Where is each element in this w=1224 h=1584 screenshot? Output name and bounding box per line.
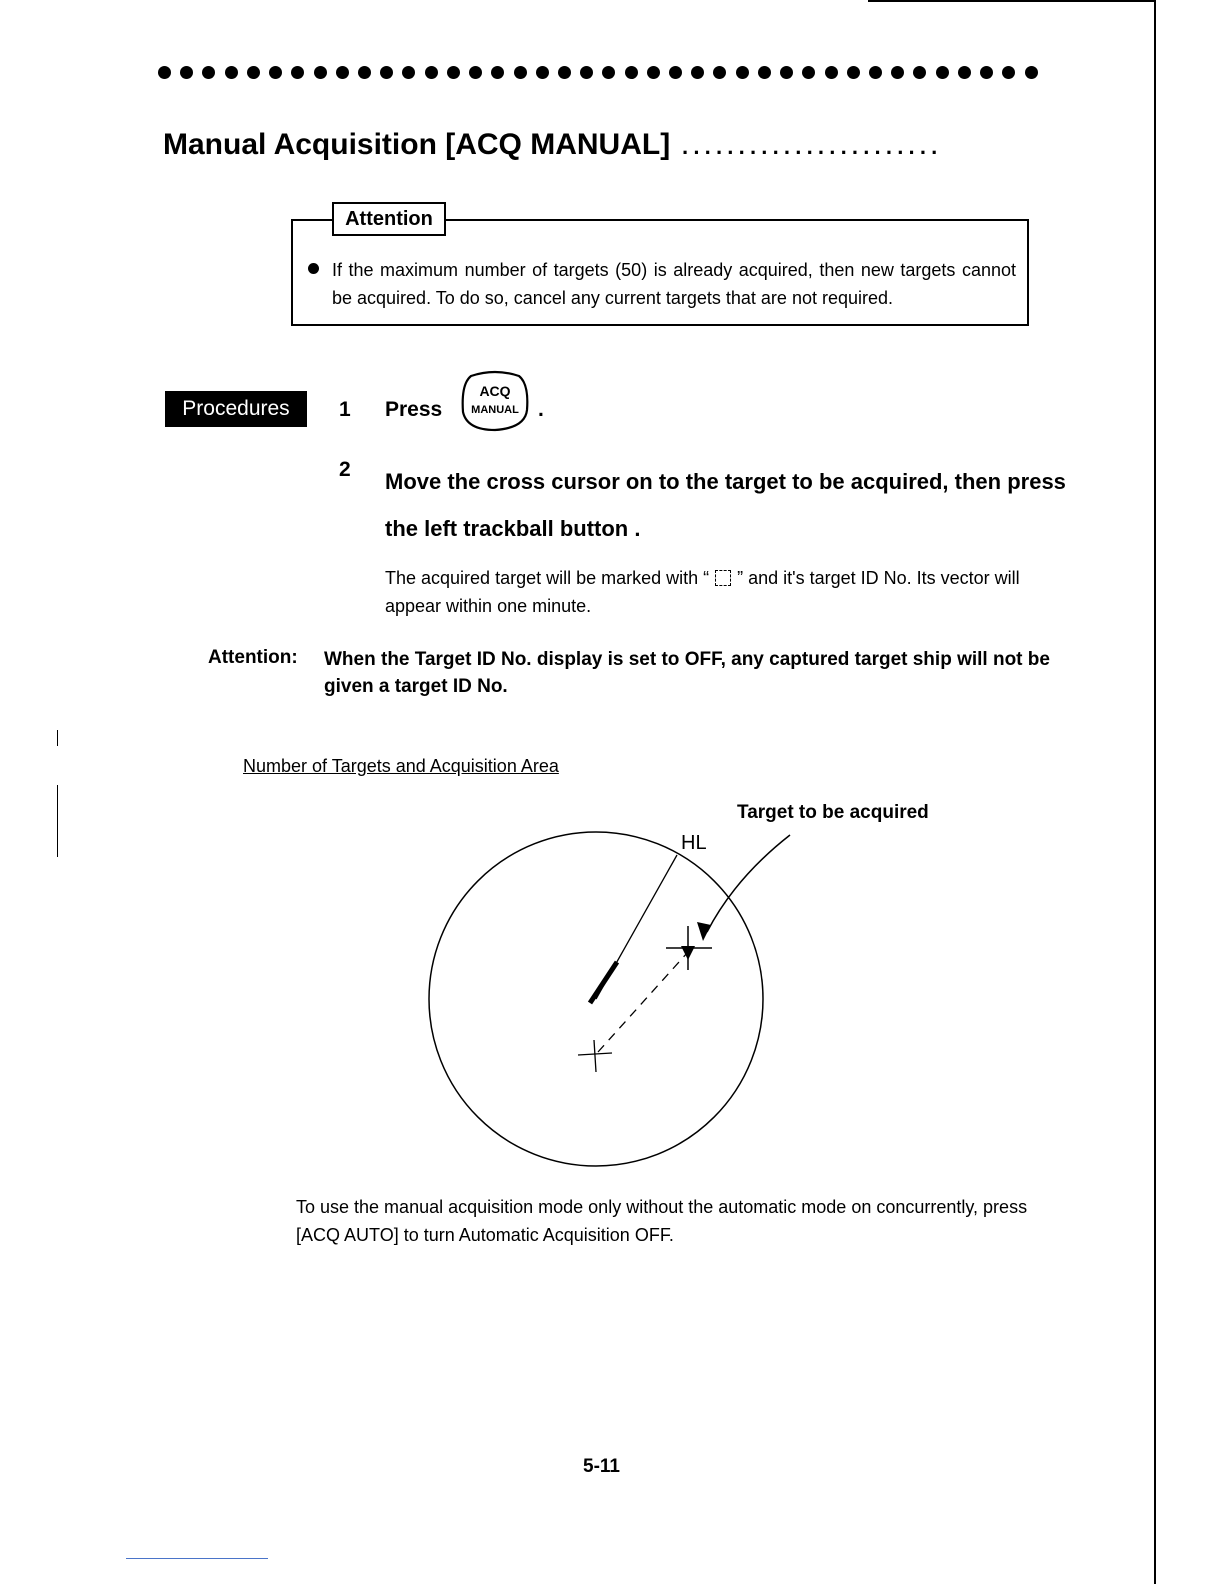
right-border-line xyxy=(1154,0,1156,1584)
decorative-dot xyxy=(736,66,749,79)
decorative-dot xyxy=(247,66,260,79)
decorative-dot xyxy=(847,66,860,79)
attention-tag: Attention xyxy=(332,202,446,236)
note-part-b: ” and it's target ID No. Its vector will appear within one minute. xyxy=(385,568,1020,616)
decorative-dot xyxy=(802,66,815,79)
attention-text-2: When the Target ID No. display is set to OFF, any captured target ship will not be given a target ID No. xyxy=(324,649,1050,697)
attention-text: If the maximum number of targets (50) is already acquired, then new targets cannot be acquired. To do so, cancel any current targets that are not required. xyxy=(332,260,1016,308)
decorative-dot xyxy=(336,66,349,79)
decorative-dot xyxy=(402,66,415,79)
step-2-number: 2 xyxy=(339,458,351,481)
decorative-dot xyxy=(780,66,793,79)
decorative-dot xyxy=(269,66,282,79)
decorative-dot xyxy=(602,66,615,79)
pointer-arrow xyxy=(707,835,790,932)
step-1-number: 1 xyxy=(339,398,351,421)
decorative-dot xyxy=(425,66,438,79)
decorative-dot xyxy=(514,66,527,79)
decorative-dot xyxy=(1025,66,1038,79)
step-1-period: . xyxy=(538,398,544,421)
decorative-dot xyxy=(202,66,215,79)
decorative-dot xyxy=(491,66,504,79)
top-border-line xyxy=(868,0,1156,2)
scan-mark xyxy=(57,730,58,746)
acq-manual-key-icon xyxy=(459,370,531,432)
decorative-dot-row xyxy=(158,66,1038,86)
step-1-text: Press xyxy=(385,398,443,421)
decorative-dot xyxy=(958,66,971,79)
figure-caption: Number of Targets and Acquisition Area xyxy=(243,756,559,776)
own-ship-cross-v xyxy=(594,1040,596,1072)
decorative-dot xyxy=(180,66,193,79)
decorative-dot xyxy=(669,66,682,79)
decorative-dot xyxy=(358,66,371,79)
decorative-dot xyxy=(558,66,571,79)
step-2-note xyxy=(385,564,1075,620)
own-ship-vector xyxy=(590,962,617,1003)
decorative-dot xyxy=(625,66,638,79)
decorative-dot xyxy=(447,66,460,79)
bullet-icon xyxy=(308,263,319,274)
decorative-dot xyxy=(647,66,660,79)
target-marker xyxy=(681,946,695,960)
decorative-dot xyxy=(758,66,771,79)
decorative-dot xyxy=(825,66,838,79)
key-label-bottom: MANUAL xyxy=(471,404,519,416)
footer-paragraph: To use the manual acquisition mode only without the automatic mode on concurrently, press [ACQ AUTO] to turn Automatic Acquisition OFF. xyxy=(296,1197,1028,1245)
key-label-top: ACQ xyxy=(479,383,511,399)
page-title: Manual Acquisition [ACQ MANUAL] xyxy=(163,128,671,161)
decorative-dot xyxy=(936,66,949,79)
decorative-dot xyxy=(469,66,482,79)
acquisition-area-diagram xyxy=(400,800,960,1200)
pointer-arrow-head xyxy=(697,922,711,941)
decorative-dot xyxy=(225,66,238,79)
page-number: 5-11 xyxy=(583,1456,620,1477)
heading-line-label: HL xyxy=(681,832,707,854)
target-mark-icon xyxy=(715,570,731,586)
bottom-blue-line xyxy=(126,1558,268,1559)
attention-label: Attention: xyxy=(208,647,298,668)
decorative-dot xyxy=(291,66,304,79)
decorative-dot xyxy=(536,66,549,79)
decorative-dot xyxy=(869,66,882,79)
decorative-dot xyxy=(314,66,327,79)
decorative-dot xyxy=(1002,66,1015,79)
scan-mark xyxy=(57,785,58,857)
decorative-dot xyxy=(913,66,926,79)
note-part-a: The acquired target will be marked with “ xyxy=(385,568,710,588)
decorative-dot xyxy=(980,66,993,79)
target-label: Target to be acquired xyxy=(737,802,929,823)
decorative-dot xyxy=(580,66,593,79)
title-leader-dots: ······················· xyxy=(682,140,943,165)
decorative-dot xyxy=(380,66,393,79)
step-2-text: Move the cross cursor on to the target to be acquired, then press the left trackball button . xyxy=(385,469,1066,541)
decorative-dot xyxy=(891,66,904,79)
decorative-dot xyxy=(158,66,171,79)
decorative-dot xyxy=(691,66,704,79)
procedures-badge: Procedures xyxy=(165,391,307,427)
decorative-dot xyxy=(713,66,726,79)
